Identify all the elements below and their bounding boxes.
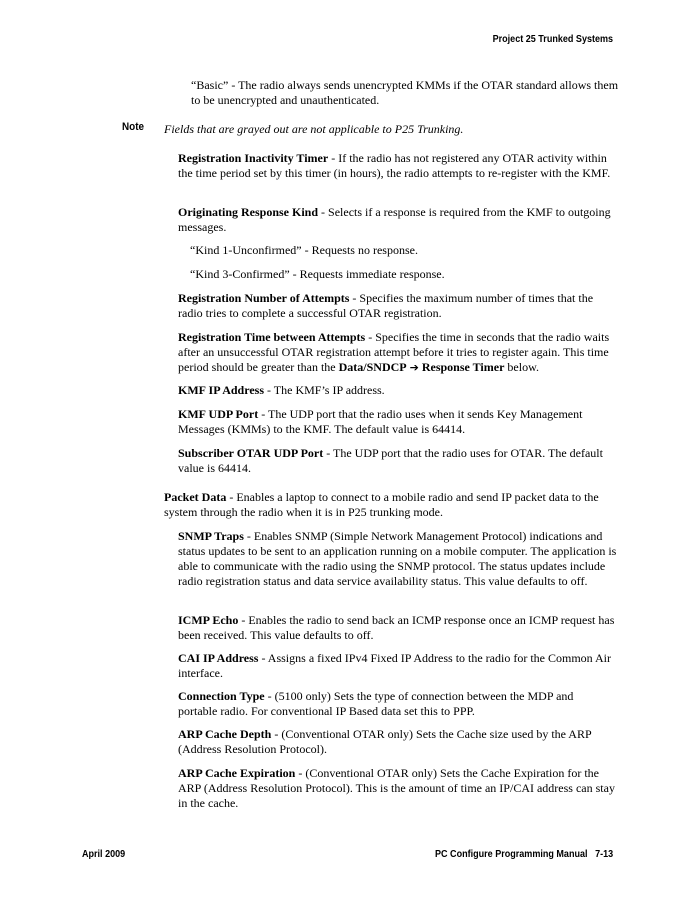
kmf-udp-term: KMF UDP Port <box>178 407 259 421</box>
response-timer-path: Response Timer <box>421 360 505 374</box>
packet-data-term: Packet Data <box>164 490 227 504</box>
registration-time-text-end: below. <box>504 360 539 374</box>
kind1-term: “Kind 1-Unconfirmed” <box>190 243 302 257</box>
note-label: Note <box>122 121 145 133</box>
cai-ip-address <box>178 651 620 681</box>
registration-attempts-term: Registration Number of Attempts <box>178 291 350 305</box>
icmp-echo <box>178 613 620 643</box>
kind1-option <box>190 243 618 258</box>
kind3-option <box>190 267 618 282</box>
registration-inactivity-term: Registration Inactivity Timer <box>178 151 329 165</box>
snmp-traps <box>178 529 620 589</box>
kind1-text: - Requests no response. <box>301 243 418 257</box>
subscriber-udp-term: Subscriber OTAR UDP Port <box>178 446 324 460</box>
snmp-text: - Enables SNMP (Simple Network Management Protocol) indications and status updates to be sent to an application running on a mobile computer. The application is able to communicate with the radio using the SNMP protocol. The status updates include radio registration status and data service availability status. This value defaults to off. <box>178 529 617 588</box>
connection-type <box>178 689 614 719</box>
kmf-udp-port <box>178 407 618 437</box>
footer-page-number: 7-13 <box>594 848 613 860</box>
arp-expiration-text: - (Conventional OTAR only) Sets the Cache Expiration for the ARP (Address Resolution Protocol). This is the amount of time an IP/CAI address can stay in the cache. <box>178 766 615 810</box>
registration-attempts-text: - Specifies the maximum number of times that the radio tries to complete a successful OTAR registration. <box>178 291 594 320</box>
cai-ip-text: - Assigns a fixed IPv4 Fixed IP Address to the radio for the Common Air interface. <box>178 651 611 680</box>
running-header: Project 25 Trunked Systems <box>492 33 613 45</box>
connection-type-term: Connection Type <box>178 689 265 703</box>
footer-manual-title: PC Configure Programming Manual <box>434 848 588 860</box>
connection-type-text: - (5100 only) Sets the type of connection between the MDP and portable radio. For conventional IP Based data set this to PPP. <box>178 689 574 718</box>
subscriber-udp-text: - The UDP port that the radio uses for OTAR. The default value is 64414. <box>178 446 603 475</box>
cai-ip-term: CAI IP Address <box>178 651 259 665</box>
registration-time-text: - Specifies the time in seconds that the radio waits after an unsuccessful OTAR registration attempt before it tries to register again. This time period should be greater than the <box>178 330 610 374</box>
arrow-icon: ➔ <box>409 361 419 374</box>
arp-cache-expiration <box>178 766 620 811</box>
footer-date: April 2009 <box>82 848 126 860</box>
registration-inactivity-timer <box>178 151 618 181</box>
registration-time-between-attempts <box>178 330 618 375</box>
arp-cache-depth <box>178 727 618 757</box>
arp-depth-term: ARP Cache Depth <box>178 727 272 741</box>
originating-response-text: - Selects if a response is required from the KMF to outgoing messages. <box>178 205 611 234</box>
packet-data-text: - Enables a laptop to connect to a mobile radio and send IP packet data to the system through the radio when it is in P25 trunking mode. <box>164 490 599 519</box>
originating-response-kind <box>178 205 618 235</box>
originating-response-term: Originating Response Kind <box>178 205 319 219</box>
note-text: Fields that are grayed out are not applicable to P25 Trunking. <box>164 122 464 136</box>
kmf-udp-text: - The UDP port that the radio uses when it sends Key Management Messages (KMMs) to the KMF. The default value is 64414. <box>178 407 583 436</box>
kmf-ip-term: KMF IP Address <box>178 383 265 397</box>
registration-time-term: Registration Time between Attempts <box>178 330 366 344</box>
kind3-text: - Requests immediate response. <box>289 267 445 281</box>
kmf-ip-text: - The KMF’s IP address. <box>264 383 385 397</box>
packet-data <box>164 490 620 520</box>
icmp-term: ICMP Echo <box>178 613 239 627</box>
icmp-text: - Enables the radio to send back an ICMP response once an ICMP request has been received. This value defaults to off. <box>178 613 615 642</box>
footer-manual-page <box>435 848 613 860</box>
basic-text: - The radio always sends unencrypted KMMs if the OTAR standard allows them to be unencrypted and unauthenticated. <box>191 78 619 107</box>
arp-depth-text: - (Conventional OTAR only) Sets the Cache size used by the ARP (Address Resolution Protocol). <box>178 727 592 756</box>
registration-number-attempts <box>178 291 618 321</box>
snmp-term: SNMP Traps <box>178 529 244 543</box>
basic-paragraph <box>191 78 619 108</box>
arp-expiration-term: ARP Cache Expiration <box>178 766 296 780</box>
data-sndcp-path: Data/SNDCP <box>338 360 407 374</box>
kmf-ip-address <box>178 383 618 398</box>
basic-term: “Basic” <box>191 78 229 92</box>
subscriber-otar-udp-port <box>178 446 608 476</box>
registration-inactivity-text: - If the radio has not registered any OTAR activity within the time period set by this timer (in hours), the radio attempts to re-register with the KMF. <box>178 151 611 180</box>
kind3-term: “Kind 3-Confirmed” <box>190 267 290 281</box>
